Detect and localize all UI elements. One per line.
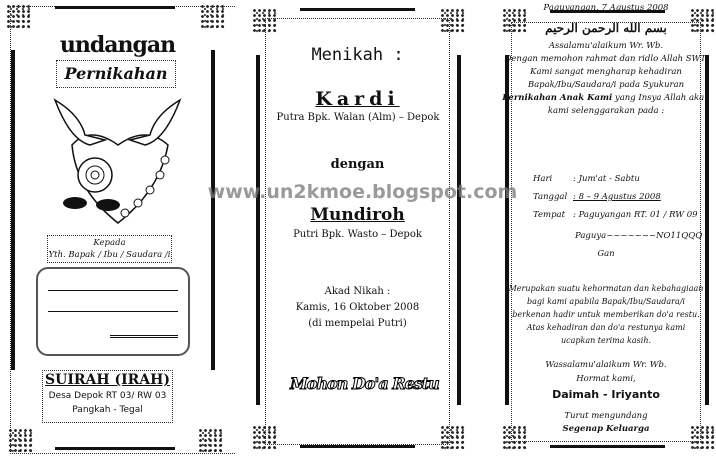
akad-place: (di mempelai Putri) <box>308 318 407 329</box>
sender-box <box>42 370 173 423</box>
conjunction: dengan <box>330 157 385 172</box>
closing-line-4: Atas kehadiran dan do'a restunya kami <box>526 323 686 332</box>
bride-parents: Putri Bpk. Wasto – Depok <box>293 229 422 240</box>
cover-title: Pernikahan <box>56 60 176 88</box>
closing-line-5: ucapkan terima kasih. <box>560 336 652 345</box>
recipient-address-box[interactable] <box>36 267 190 356</box>
akad-date: Kamis, 16 Oktober 2008 <box>295 302 420 313</box>
closing-line-3: berkenan hadir untuk memberikan do'a restu. <box>512 310 700 319</box>
bride-name: Mundiroh <box>310 205 405 225</box>
doves-heart-illustration <box>50 95 185 230</box>
detail-label: Hari <box>533 174 553 184</box>
body-bold: Pernikahan Anak Kami <box>502 93 613 103</box>
sender-name: SUIRAH (IRAH) <box>45 372 170 388</box>
kepada-label: Kepada <box>93 238 126 248</box>
hosts-names: Daimah - Iriyanto <box>552 388 660 401</box>
body-line-2: Kami sangat mengharap kehadiran <box>530 67 682 77</box>
turut-mengundang: Turut mengundang <box>564 411 648 421</box>
detail-tempat <box>533 210 698 220</box>
detail-hari <box>533 174 640 184</box>
body-line-1: Dengan memohon rahmat dan ridlo Allah SWT. <box>504 54 708 64</box>
undangan-logo: undangan <box>59 32 176 58</box>
akad-label: Akad Nikah : <box>324 286 391 297</box>
mohon-doa-restu-art: Mohon Do'a Restu <box>290 374 439 393</box>
detail-label: Tanggal <box>533 192 568 202</box>
detail-tanggal <box>533 192 661 202</box>
watermark: www.un2kmoe.blogspot.com <box>207 181 518 203</box>
bismillah: بسم الله الرحمن الرحيم <box>545 21 667 35</box>
address-extra: Paguya~~~~~~~NO11QQQ <box>575 231 703 241</box>
detail-value: : 8 – 9 Agustus 2008 <box>573 192 661 202</box>
detail-value: : Jum'at - Sabtu <box>573 174 640 184</box>
address-line-1 <box>48 290 178 291</box>
closing-line-2: bagi kami apabila Bapak/Ibu/Saudara/i <box>527 297 685 306</box>
groom-parents: Putra Bpk. Walan (Alm) – Depok <box>276 112 440 123</box>
body-line-3: Bapak/Ibu/Saudara/i pada Syukuran <box>527 80 685 90</box>
menikah-heading: Menikah : <box>311 45 404 65</box>
body-tail: yang Insya Allah akan <box>612 93 710 103</box>
groom-name: Kardi <box>315 88 400 110</box>
salam: Wassalamu'alaikum Wr. Wb. <box>545 360 667 370</box>
closing-line-1: Merupakan suatu kehormatan dan kebahagiaan <box>508 284 704 293</box>
recipient-label-box <box>47 235 172 263</box>
sender-address-1: Desa Depok RT 03/ RW 03 <box>48 391 167 401</box>
family: Segenap Keluarga <box>562 424 650 434</box>
yth-label: Yth. Bapak / Ibu / Saudara /i <box>48 250 171 260</box>
sender-address-2: Pangkah - Tegal <box>72 405 143 415</box>
greeting: Assalamu'alaikum Wr. Wb. <box>548 41 664 51</box>
detail-label: Tempat <box>533 210 566 220</box>
detail-value: : Paguyangan RT. 01 / RW 09 <box>573 210 698 220</box>
address-line-3 <box>110 335 178 339</box>
hormat: Hormat kami, <box>576 374 636 384</box>
address-line-2 <box>48 311 178 312</box>
body-line-5: kami selenggarakan pada : <box>547 106 665 116</box>
address-extra-2: Gan <box>597 249 615 259</box>
body-line-4 <box>500 93 712 103</box>
place-date: Paguyangan, 7 Agustus 2008 <box>543 3 669 13</box>
